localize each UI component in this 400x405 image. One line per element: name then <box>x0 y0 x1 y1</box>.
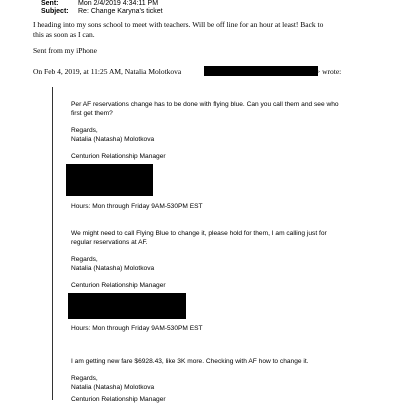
subject-label: Subject: <box>41 8 69 15</box>
subject-value: Re: Change Karyna's ticket <box>78 8 163 15</box>
reply-line-2: this as soon as I can. <box>33 30 95 39</box>
msg3-line-1: I am getting new fare $6928.43, like 3K more. Checking with AF how to change it. <box>71 358 309 365</box>
on-wrote-prefix: On Feb 4, 2019, at 11:25 AM, Natalia Molotkova <box>33 67 182 76</box>
on-wrote-suffix: > wrote: <box>316 67 342 76</box>
signature-regards: Regards, <box>71 127 98 134</box>
signature-title-3-partial: Centurion Relationship Manager <box>71 396 166 403</box>
redacted-contact-2 <box>68 293 186 319</box>
quote-bar <box>52 87 53 400</box>
on-wrote-line <box>33 67 181 77</box>
signature-title: Centurion Relationship Manager <box>71 153 166 160</box>
sent-from-iphone: Sent from my iPhone <box>33 46 97 55</box>
signature-title-2: Centurion Relationship Manager <box>71 282 166 289</box>
sent-label: Sent: <box>41 0 59 7</box>
header-sent-row <box>41 0 158 8</box>
msg1-line-1: Per AF reservations change has to be done with flying blue. Can you call them and see who <box>71 101 339 108</box>
signature-name: Natalia (Natasha) Molotkova <box>71 136 155 143</box>
redacted-contact-1 <box>66 164 153 196</box>
signature-regards-3: Regards, <box>71 375 98 382</box>
signature-hours: Hours: Mon through Friday 9AM-530PM EST <box>71 203 203 210</box>
signature-name-2: Natalia (Natasha) Molotkova <box>71 265 155 272</box>
reply-line-1: I heading into my sons school to meet with teachers. Will be off line for an hour at least! Back to <box>33 20 324 29</box>
signature-name-3: Natalia (Natasha) Molotkova <box>71 384 155 391</box>
signature-regards-2: Regards, <box>71 256 98 263</box>
sent-value: Mon 2/4/2019 4:34:11 PM <box>78 0 159 7</box>
msg1-line-2: first get them? <box>71 110 113 117</box>
header-subject-row <box>41 8 163 16</box>
redacted-email <box>204 66 318 76</box>
signature-hours-2: Hours: Mon through Friday 9AM-530PM EST <box>71 325 203 332</box>
msg2-line-1: We might need to call Flying Blue to change it, please hold for them, I am calling just for <box>71 230 327 237</box>
msg2-line-2: regular reservations at AF. <box>71 239 148 246</box>
